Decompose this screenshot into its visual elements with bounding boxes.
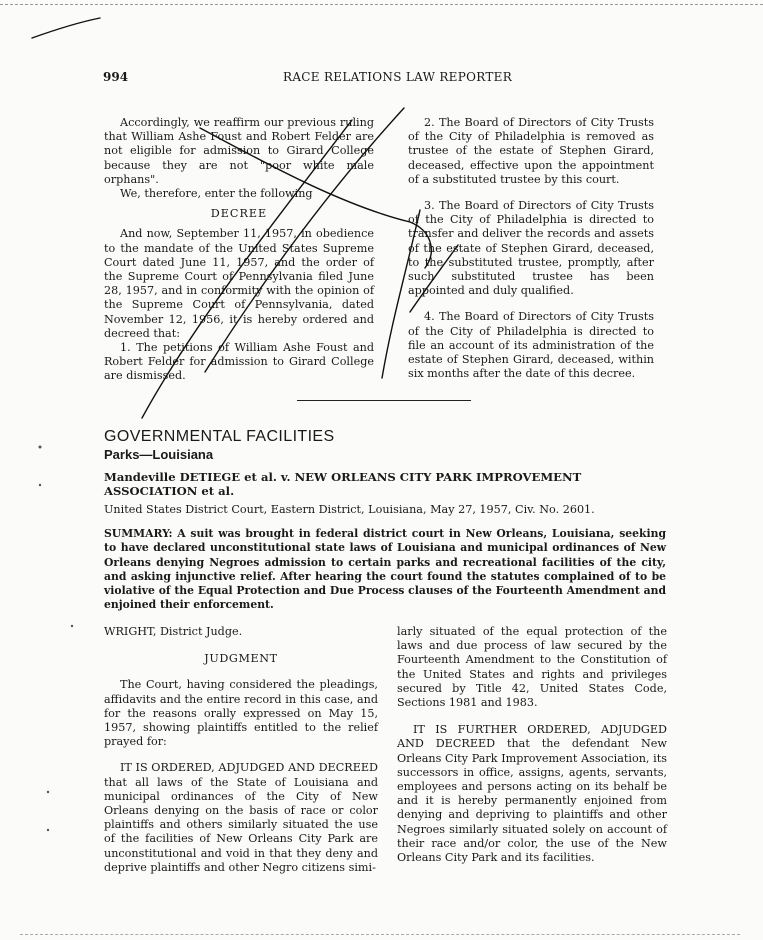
top-right-column [408,116,654,381]
enter-following-paragraph: We, therefore, enter the following [120,187,313,201]
section-divider [297,400,471,401]
case-caption: Mandeville DETIEGE et al. v. NEW ORLEANS CITY PARK IMPROVEMENT ASSOCIATION et al. [104,470,582,498]
judgment-continuation: larly situated of the equal protection of the laws and due process of law secured by the Fourteenth Amendment to the Constitution of the United States and rights and privileges secured by Title 42, United States Code, Sections 1981 and 1983. [397,625,667,710]
further-ordered-paragraph: IT IS FURTHER ORDERED, ADJUDGED AND DECREED that the defendant New Orleans City Park Improvement Association, its successors in office, assigns, agents, servants, employees and persons acting on its behalf be and it is hereby permanently enjoined from denying and depriving to plaintiffs and other Negroes similarly situated solely on account of their race and/or color, the use of the New Orleans City Park and its facilities. [397,723,667,865]
scan-top-border [0,4,763,5]
decree-item-1: 1. The petitions of William Ashe Foust and Robert Felder for admission to Girard College are dismissed. [104,341,374,383]
margin-scribble [32,18,100,38]
court-line: United States District Court, Eastern District, Louisiana, May 27, 1957, Civ. No. 2601. [104,503,595,516]
bottom-left-column [104,625,378,875]
scan-bottom-border [20,934,740,935]
page-number: 994 [103,70,129,84]
decree-paragraph: And now, September 11, 1957, in obedience to the mandate of the United States Supreme Court dated June 11, 1957, and the order of the Supreme Court of Pennsylvania filed June 28, 1957, and in conformity with the opinion of the Supreme Court of Pennsylvania, dated November 12, 1956, it is hereby ordered and decreed that: [104,227,374,340]
margin-dot [47,829,49,831]
judgment-paragraph-2: IT IS ORDERED, ADJUDGED AND DECREED that all laws of the State of Louisiana and municipal ordinances of the City of New Orleans denying on the basis of race or color plaintiffs and others similarly situated the use of the facilities of New Orleans City Park are unconstitutional and void in that they deny and deprive plaintiffs and other Negro citizens simi- [104,761,378,874]
judge-line: WRIGHT, District Judge. [104,625,243,638]
judgment-heading: JUDGMENT [204,652,278,666]
section-subtitle: Parks—Louisiana [104,447,214,462]
case-summary: SUMMARY: A suit was brought in federal district court in New Orleans, Louisiana, seeking to have declared unconstitutional state laws of Louisiana and municipal ordinances of New Orleans denying Negroes admission to certain parks and recreational facilities of the city, and asking injunctive relief. After hearing the court found the statutes complained of to be violative of the Equal Protection and Due Process clauses of the Fourteenth Amendment and enjoined their enforcement. [104,527,666,612]
decree-heading: DECREE [210,207,268,221]
decree-item-4: 4. The Board of Directors of City Trusts of the City of Philadelphia is directed to file an account of its administration of the estate of Stephen Girard, deceased, within six months after the date of this decree. [408,310,654,381]
margin-dot [39,446,42,449]
bottom-right-column [397,625,667,865]
decree-item-2: 2. The Board of Directors of City Trusts of the City of Philadelphia is removed as trustee of the estate of Stephen Girard, deceased, effective upon the appointment of a substituted trustee by this court. [408,116,654,186]
margin-dot [39,484,41,486]
reaffirm-paragraph: Accordingly, we reaffirm our previous ruling that William Ashe Foust and Robert Felder are not eligible for admission to Girard College because they are not "poor white male orphans". [104,116,374,186]
judgment-paragraph-1: The Court, having considered the pleadings, affidavits and the entire record in this case, and for the reasons orally expressed on May 15, 1957, showing plaintiffs entitled to the relief prayed for: [104,678,378,749]
decree-item-3: 3. The Board of Directors of City Trusts of the City of Philadelphia is directed to transfer and deliver the records and assets of the estate of Stephen Girard, deceased, to the substituted trustee, promptly, after such substituted trustee has been appointed and duly qualified. [408,199,654,298]
top-left-column [104,116,374,384]
section-title: GOVERNMENTAL FACILITIES [104,428,335,445]
running-head: RACE RELATIONS LAW REPORTER [283,70,513,84]
margin-dot [47,791,49,793]
margin-dot [71,625,73,627]
